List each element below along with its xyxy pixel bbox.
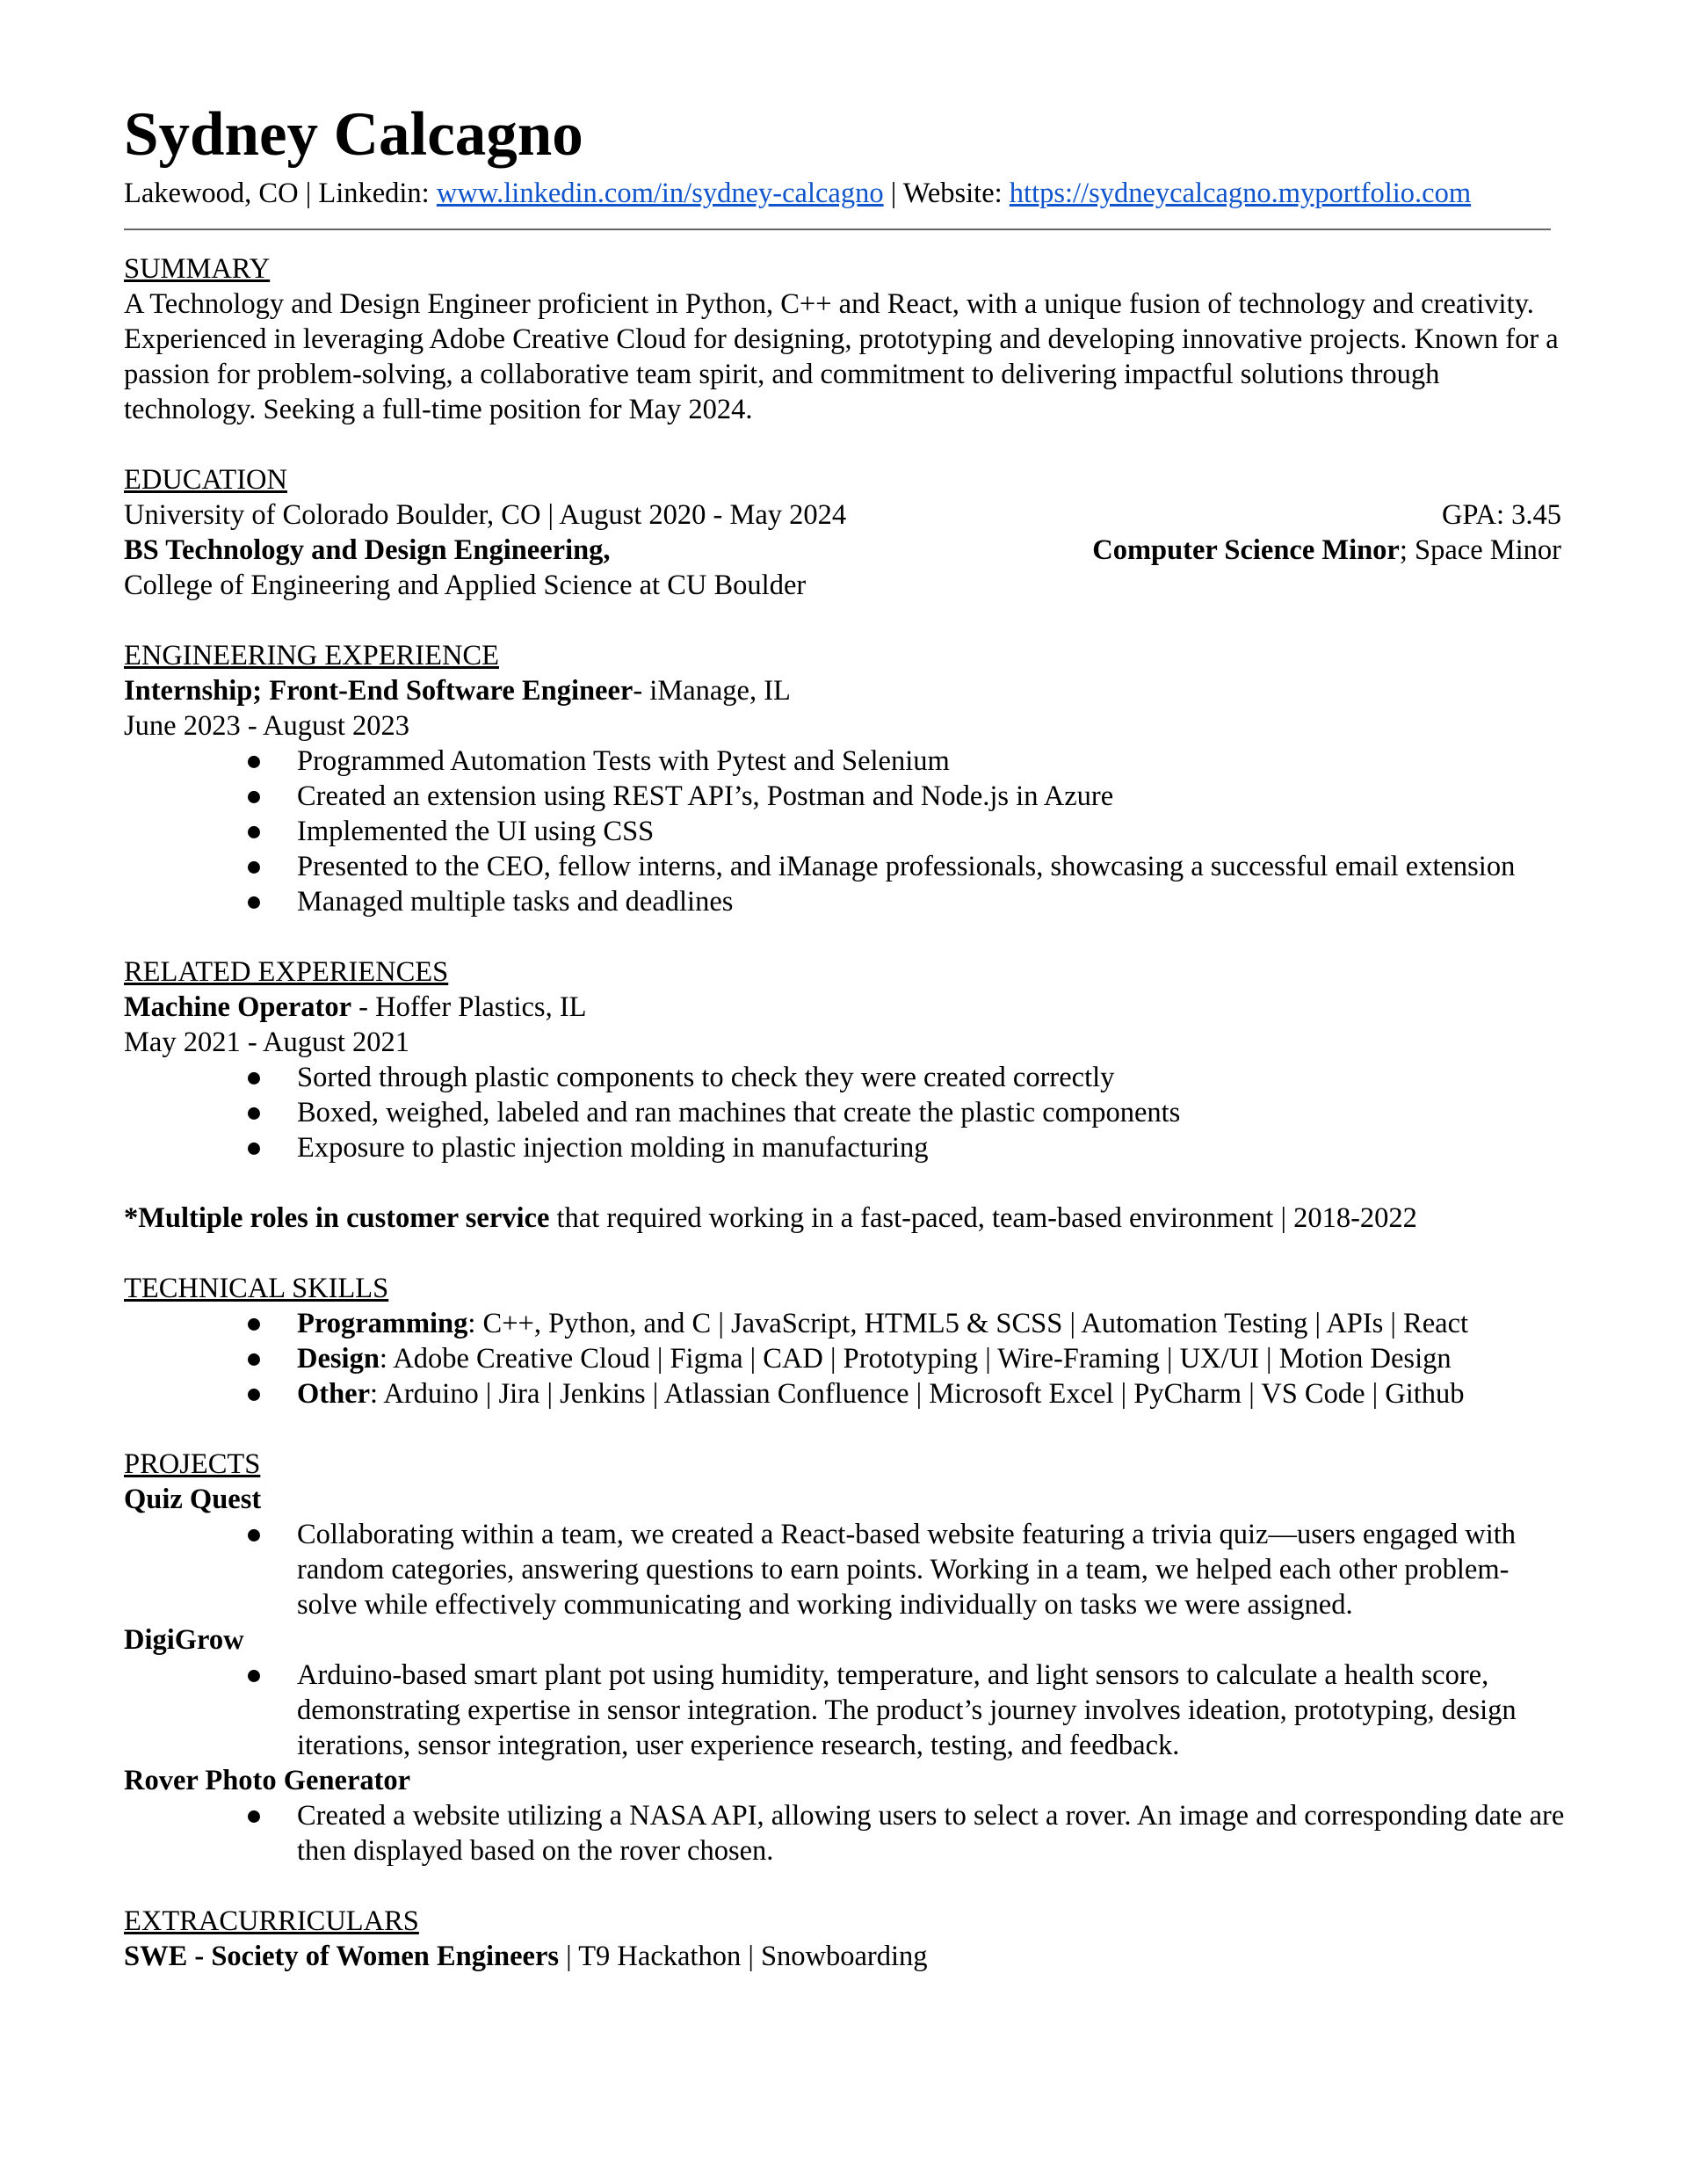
list-item — [245, 779, 1565, 814]
bullet-icon: ● — [245, 780, 263, 812]
bullet-text: Arduino-based smart plant pot using humidity, temperature, and light sensors to calculate a health score, demonstrating expertise in sensor integration. The product’s journey involves ideation, prototyping, design iterations, sensor integration, user experience research, testing, and feedback. — [297, 1659, 1517, 1761]
list-item — [245, 1095, 1565, 1130]
section-title-related-experiences: RELATED EXPERIENCES — [124, 956, 449, 988]
section-title-projects: PROJECTS — [124, 1448, 261, 1480]
skill-text: : C++, Python, and C | JavaScript, HTML5 & SCSS | Automation Testing | APIs | React — [467, 1308, 1469, 1339]
bullet-icon: ● — [245, 1800, 263, 1832]
minor-secondary: ; Space Minor — [1399, 534, 1561, 566]
minor-primary: Computer Science Minor — [1092, 534, 1400, 566]
job-company: - iManage, IL — [633, 675, 791, 707]
project-title: Rover Photo Generator — [124, 1765, 411, 1796]
bullet-text: Implemented the UI using CSS — [297, 816, 655, 847]
project-bullets — [124, 1517, 1565, 1622]
bullet-icon: ● — [245, 886, 263, 918]
extracurriculars-line — [124, 1939, 1565, 1974]
list-item — [245, 1517, 1565, 1622]
bullet-text: Created an extension using REST API’s, Postman and Node.js in Azure — [297, 780, 1114, 812]
job-company: - Hoffer Plastics, IL — [351, 991, 587, 1023]
bullet-icon: ● — [245, 1343, 263, 1375]
header-divider — [124, 229, 1551, 230]
bullet-icon: ● — [245, 1308, 263, 1339]
skill-item — [245, 1376, 1565, 1411]
project-title: DigiGrow — [124, 1624, 244, 1656]
list-item — [245, 849, 1565, 884]
candidate-name: Sydney Calcagno — [124, 100, 583, 169]
bullet-text: Presented to the CEO, fellow interns, and iManage professionals, showcasing a successful email extension — [297, 851, 1516, 882]
summary-text: A Technology and Design Engineer proficient in Python, C++ and React, with a unique fusion of technology and creativity. Experienced in leveraging Adobe Creative Cloud for designing, prototyping and developing innovative projects. Known for a passion for problem-solving, a collaborative team spirit, and commitment to delivering impactful solutions through technology. Seeking a full-time position for May 2024. — [124, 288, 1559, 425]
bullet-icon: ● — [245, 1132, 263, 1164]
minors — [1092, 533, 1561, 568]
contact-line — [124, 176, 1565, 211]
note-text: that required working in a fast-paced, team-based environment | 2018-2022 — [549, 1202, 1417, 1234]
job-bullets — [124, 1060, 1565, 1165]
customer-service-note — [124, 1201, 1565, 1236]
school-line: University of Colorado Boulder, CO | August 2020 - May 2024 — [124, 499, 847, 531]
list-item — [245, 1060, 1565, 1095]
list-item — [245, 744, 1565, 779]
bullet-text: Sorted through plastic components to check they were created correctly — [297, 1062, 1115, 1093]
job-bullets — [124, 744, 1565, 919]
project-title: Quiz Quest — [124, 1484, 262, 1515]
bullet-text: Collaborating within a team, we created a React-based website featuring a trivia quiz—users engaged with random categories, answering questions to earn points. Working in a team, we helped each other problem-solve while effectively communicating and working individually on tasks we were assigned. — [297, 1519, 1517, 1621]
bullet-text: Created a website utilizing a NASA API, allowing users to select a rover. An image and corresponding date are then displayed based on the rover chosen. — [297, 1800, 1565, 1867]
skill-label: Other — [297, 1378, 371, 1410]
list-item — [245, 1798, 1565, 1868]
job-dates: May 2021 - August 2021 — [124, 1027, 409, 1058]
job-title-line — [124, 990, 1565, 1025]
linkedin-link[interactable]: www.linkedin.com/in/sydney-calcagno — [436, 178, 884, 209]
education-degree-row — [124, 533, 1561, 568]
bullet-text: Exposure to plastic injection molding in manufacturing — [297, 1132, 929, 1164]
project-bullets — [124, 1798, 1565, 1868]
section-title-engineering-experience: ENGINEERING EXPERIENCE — [124, 640, 499, 671]
gpa: GPA: 3.45 — [1441, 499, 1561, 531]
bullet-text: Managed multiple tasks and deadlines — [297, 886, 734, 918]
list-item — [245, 814, 1565, 849]
job-title-line — [124, 673, 1565, 708]
resume-page — [124, 98, 1565, 1974]
education-school-row — [124, 497, 1561, 533]
project-bullets — [124, 1658, 1565, 1763]
extracurricular-text: | T9 Hackathon | Snowboarding — [559, 1941, 928, 1972]
section-title-education: EDUCATION — [124, 464, 287, 496]
website-link[interactable]: https://sydneycalcagno.myportfolio.com — [1009, 178, 1472, 209]
spacer — [124, 1165, 1565, 1201]
skills-list — [124, 1306, 1565, 1411]
skill-label: Programming — [297, 1308, 468, 1339]
bullet-icon: ● — [245, 1097, 263, 1128]
section-title-extracurriculars: EXTRACURRICULARS — [124, 1905, 419, 1937]
skill-item — [245, 1306, 1565, 1341]
bullet-icon: ● — [245, 851, 263, 882]
job-title: Machine Operator — [124, 991, 352, 1023]
note-bold: *Multiple roles in customer service — [124, 1202, 550, 1234]
bullet-icon: ● — [245, 1519, 263, 1550]
list-item — [245, 1130, 1565, 1165]
section-title-summary: SUMMARY — [124, 253, 271, 285]
skill-text: : Adobe Creative Cloud | Figma | CAD | Prototyping | Wire-Framing | UX/UI | Motion Design — [379, 1343, 1452, 1375]
list-item — [245, 1658, 1565, 1763]
linkedin-label: Linkedin: — [318, 178, 437, 209]
skill-item — [245, 1341, 1565, 1376]
job-dates: June 2023 - August 2023 — [124, 710, 409, 742]
bullet-icon: ● — [245, 745, 263, 777]
college: College of Engineering and Applied Science at CU Boulder — [124, 570, 807, 601]
bullet-icon: ● — [245, 816, 263, 847]
bullet-text: Boxed, weighed, labeled and ran machines that create the plastic components — [297, 1097, 1181, 1128]
skill-label: Design — [297, 1343, 380, 1375]
job-title: Internship; Front-End Software Engineer — [124, 675, 634, 707]
skill-text: : Arduino | Jira | Jenkins | Atlassian Confluence | Microsoft Excel | PyCharm | VS Code | Github — [370, 1378, 1465, 1410]
separator: | — [298, 178, 319, 209]
bullet-icon: ● — [245, 1062, 263, 1093]
separator: | — [883, 178, 903, 209]
degree: BS Technology and Design Engineering, — [124, 534, 611, 566]
list-item — [245, 884, 1565, 919]
section-title-technical-skills: TECHNICAL SKILLS — [124, 1273, 389, 1304]
location: Lakewood, CO — [124, 178, 299, 209]
bullet-text: Programmed Automation Tests with Pytest and Selenium — [297, 745, 950, 777]
extracurricular-bold: SWE - Society of Women Engineers — [124, 1941, 560, 1972]
website-label: Website: — [902, 178, 1010, 209]
bullet-icon: ● — [245, 1378, 263, 1410]
bullet-icon: ● — [245, 1659, 263, 1691]
